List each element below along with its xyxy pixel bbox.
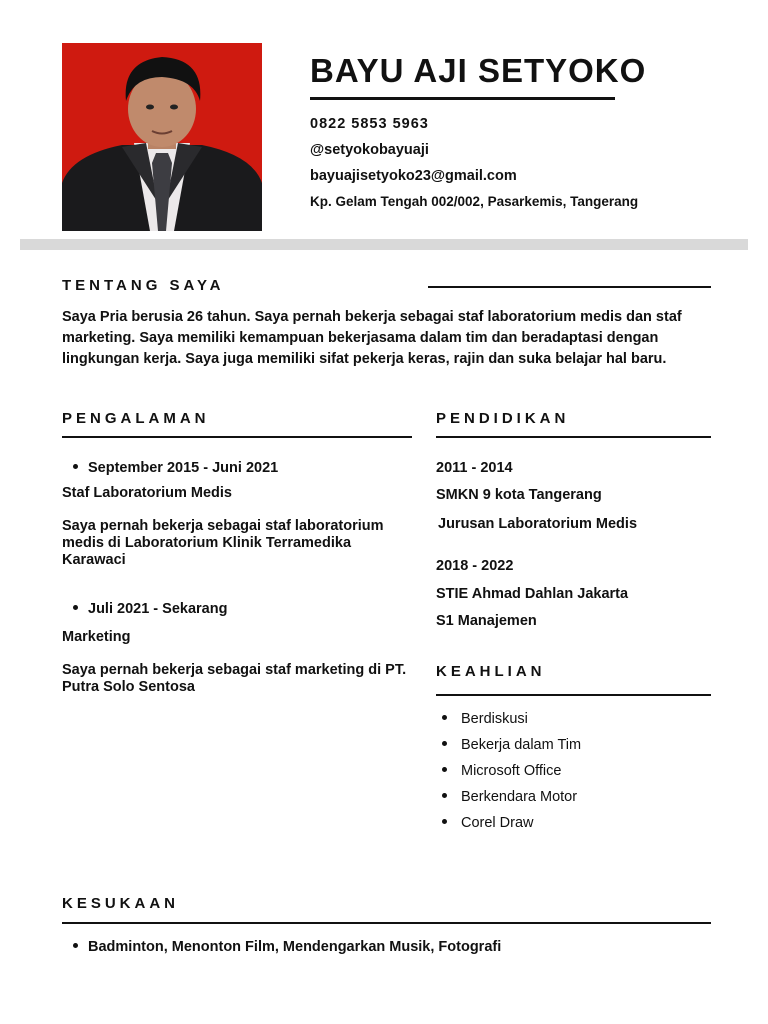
education-major: S1 Manajemen [436, 613, 537, 629]
header-divider [20, 239, 748, 250]
full-name: BAYU AJI SETYOKO [310, 52, 647, 89]
hobbies-rule [62, 922, 711, 924]
experience-period: September 2015 - Juni 2021 [73, 460, 278, 476]
about-heading: TENTANG SAYA [62, 277, 225, 294]
home-address: Kp. Gelam Tengah 002/002, Pasarkemis, Tangerang [310, 194, 639, 209]
social-handle: @setyokobayuaji [310, 142, 429, 158]
profile-photo [62, 43, 262, 231]
experience-role: Marketing [62, 629, 131, 645]
education-major: Jurusan Laboratorium Medis [438, 516, 638, 532]
name-underline [310, 97, 615, 100]
experience-role: Staf Laboratorium Medis [62, 485, 232, 501]
email-address: bayuajisetyoko23@gmail.com [310, 168, 517, 184]
skill-item: Berkendara Motor [442, 789, 577, 805]
education-years: 2011 - 2014 [436, 460, 513, 476]
education-heading: PENDIDIKAN [436, 410, 570, 427]
experience-rule [62, 436, 412, 438]
skill-item: Microsoft Office [442, 763, 561, 779]
education-school: SMKN 9 kota Tangerang [436, 487, 602, 503]
education-school: STIE Ahmad Dahlan Jakarta [436, 586, 629, 602]
experience-period: Juli 2021 - Sekarang [73, 601, 227, 617]
experience-heading: PENGALAMAN [62, 410, 210, 427]
skill-item: Berdiskusi [442, 711, 528, 727]
skills-heading: KEAHLIAN [436, 663, 546, 680]
hobbies-list: Badminton, Menonton Film, Mendengarkan Musik, Fotografi [73, 939, 501, 955]
skill-item: Corel Draw [442, 815, 534, 831]
education-rule [436, 436, 711, 438]
education-years: 2018 - 2022 [436, 558, 514, 574]
hobbies-heading: KESUKAAN [62, 895, 180, 912]
about-rule [428, 286, 711, 288]
skills-rule [436, 694, 711, 696]
about-text: Saya Pria berusia 26 tahun. Saya pernah bekerja sebagai staf laboratorium medis dan staf marketing. Saya memiliki kemampuan bekerjasama dalam tim dan beradaptasi dengan lingkungan kerja. Saya juga memiliki sifat pekerja keras, rajin dan suka belajar hal baru. [62, 309, 682, 367]
skill-item: Bekerja dalam Tim [442, 737, 581, 753]
experience-description: Saya pernah bekerja sebagai staf laboratorium medis di Laboratorium Klinik Terramedika Karawaci [62, 518, 384, 568]
phone-number: 0822 5853 5963 [310, 116, 429, 132]
experience-description: Saya pernah bekerja sebagai staf marketing di PT. Putra Solo Sentosa [62, 662, 407, 695]
